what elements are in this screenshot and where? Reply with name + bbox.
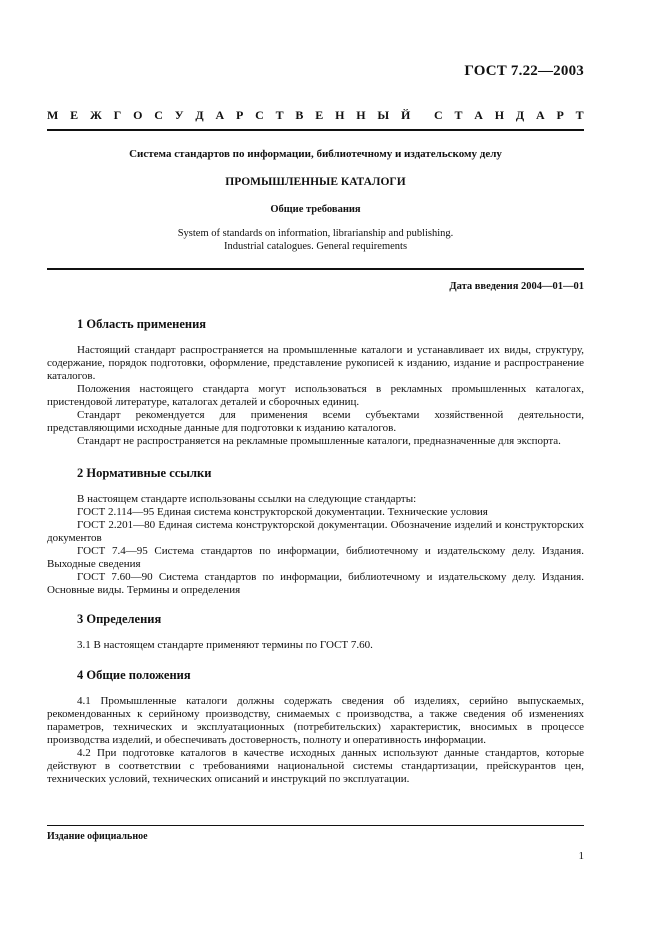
- gost-number: ГОСТ 7.22—2003: [464, 63, 584, 79]
- reference-item: ГОСТ 2.114—95 Единая система конструкторской документации. Технические условия: [77, 506, 488, 518]
- banner-letter: Т: [454, 108, 463, 122]
- english-title-line: System of standards on information, librarianship and publishing.: [177, 228, 454, 239]
- paragraph: Стандарт рекомендуется для применения всеми субъектами хозяйственной деятельности, представляющими исходные данные для подготовки к изданию каталогов.: [47, 409, 584, 434]
- reference-item: ГОСТ 2.201—80 Единая система конструкторской документации. Обозначение изделий и конструкторских документов: [47, 519, 584, 544]
- official-edition-label: Издание официальное: [47, 831, 148, 842]
- banner-letter: Н: [494, 108, 505, 122]
- page-number: 1: [578, 850, 584, 862]
- banner-letter: А: [474, 108, 483, 122]
- banner-letter: Н: [356, 108, 366, 122]
- paragraph: Настоящий стандарт распространяется на промышленные каталоги и устанавливает их виды, структуру, содержание, порядок подготовки, оформление, представление рукописей к изданию, издание и распространение каталогов.: [47, 344, 584, 382]
- section-general-provisions: [47, 667, 584, 786]
- section-heading: 2 Нормативные ссылки: [77, 466, 212, 480]
- banner-letter: А: [535, 108, 545, 122]
- paragraph: Стандарт не распространяется на рекламные промышленные каталоги, предназначенные для экспорта.: [77, 435, 561, 447]
- paragraph: В настоящем стандарте использованы ссылки на следующие стандарты:: [77, 493, 417, 505]
- reference-item: ГОСТ 7.60—90 Система стандартов по информации, библиотечному и издательскому делу. Издания. Основные виды. Термины и определения: [47, 571, 584, 596]
- banner-letter: Р: [556, 108, 564, 122]
- paragraph: 4.1 Промышленные каталоги должны содержать сведения об изделиях, серийно выпускаемых, рекомендованных к серийному производству, снимаемых с производства, а также сведения об изменениях параметров, технических и эксплуатационных (потребительских) характеристик, вносимых в процессе производства изделий, и обеспечивать достоверность, полноту и оперативность информации.: [47, 695, 584, 746]
- section-normative-references: [47, 465, 584, 597]
- series-title: Система стандартов по информации, библиотечному и издательскому делу: [129, 148, 502, 160]
- banner-letter: Ы: [377, 108, 390, 122]
- document-subtitle: Общие требования: [270, 204, 361, 215]
- english-title-line: Industrial catalogues. General requirements: [223, 241, 408, 252]
- banner-letter: Р: [235, 108, 244, 122]
- banner-letter: С: [154, 108, 163, 122]
- banner-letter: Т: [275, 108, 284, 122]
- section-heading: 1 Область применения: [77, 317, 207, 331]
- english-title: [47, 227, 584, 253]
- reference-item: ГОСТ 7.4—95 Система стандартов по информации, библиотечному и издательскому делу. Издания. Выходные сведения: [47, 545, 584, 570]
- header-divider: [47, 129, 584, 131]
- banner-letter: М: [47, 108, 59, 122]
- banner-letter: Д: [515, 108, 525, 122]
- footer-divider: [47, 825, 584, 826]
- banner-letter: Ж: [89, 108, 102, 122]
- interstate-standard-banner: [47, 108, 584, 123]
- banner-letter: С: [433, 108, 443, 122]
- banner-letter: Т: [575, 108, 584, 122]
- paragraph: 3.1 В настоящем стандарте применяют термины по ГОСТ 7.60.: [77, 639, 373, 651]
- section-heading: 3 Определения: [77, 612, 162, 626]
- section-heading: 4 Общие положения: [77, 668, 191, 682]
- banner-letter: Е: [315, 108, 324, 122]
- paragraph: Положения настоящего стандарта могут использоваться в рекламных промышленных каталогах, пристендовой литературе, каталогах деталей и сборочных единиц.: [47, 383, 584, 408]
- banner-letter: А: [215, 108, 225, 122]
- banner-letter: Г: [113, 108, 122, 122]
- banner-letter: У: [174, 108, 184, 122]
- section-scope: [47, 316, 584, 448]
- banner-letter: Д: [195, 108, 204, 122]
- banner-letter: В: [295, 108, 304, 122]
- title-divider: [47, 268, 584, 270]
- section-definitions: [47, 611, 584, 652]
- banner-letter: Н: [335, 108, 345, 122]
- banner-letter: С: [255, 108, 264, 122]
- document-body: [47, 316, 584, 786]
- introduction-date: Дата введения 2004—01—01: [449, 281, 584, 292]
- document-title: ПРОМЫШЛЕННЫЕ КАТАЛОГИ: [225, 176, 406, 188]
- banner-letter: Е: [70, 108, 79, 122]
- paragraph: 4.2 При подготовке каталогов в качестве исходных данных используют данные стандартов, которые действуют в соответствии с требованиями национальной системы стандартизации, прейскурантов цен, технических условий, технических описаний и инструкций по эксплуатации.: [47, 747, 584, 785]
- banner-letter: Й: [400, 108, 411, 122]
- banner-letter: О: [133, 108, 143, 122]
